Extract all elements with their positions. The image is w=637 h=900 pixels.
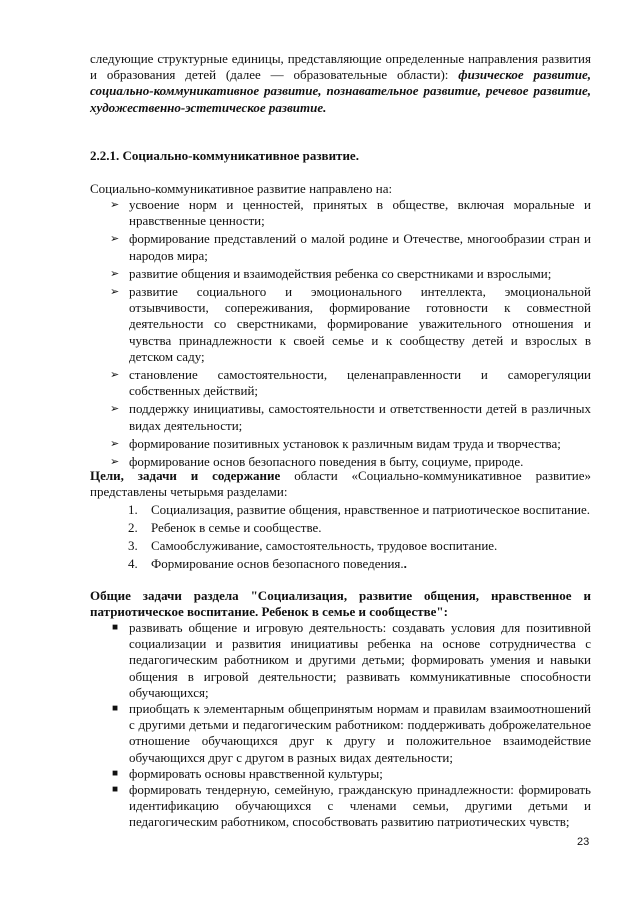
list-item: ■ приобщать к элементарным общепринятым нормам и правилам взаимоотношений с другими детьми и педагогическим работником: поддерживать доброжелательное отношение обучающихся друг к другу и положительное взаимодействие обучающихся друг с другом в разных видах деятельности;: [112, 701, 591, 765]
square-bullet-icon: ■: [112, 767, 119, 779]
arrow-bullet-icon: ➢: [110, 266, 120, 280]
numbered-item: 3. Самообслуживание, самостоятельность, трудовое воспитание.: [128, 538, 498, 553]
tasks-list: [90, 620, 591, 831]
arrow-bullet-icon: ➢: [110, 402, 120, 416]
sections-numbered-list: [90, 502, 591, 574]
arrow-bullet-icon: ➢: [110, 455, 120, 469]
goals-text: области «Социально-коммуникативное развитие» представлены четырьмя разделами:: [90, 468, 591, 500]
arrow-bullet-icon: ➢: [110, 436, 120, 450]
development-goals-list: [90, 197, 591, 472]
list-item: ➢ поддержку инициативы, самостоятельности и ответственности детей в различных видах деятельности;: [110, 401, 591, 433]
tasks-heading: Общие задачи раздела "Социализация, развитие общения, нравственное и патриотическое воспитание. Ребенок в семье и сообществе":: [90, 588, 591, 620]
arrow-bullet-icon: ➢: [110, 368, 120, 382]
list-item: ➢ усвоение норм и ценностей, принятых в обществе, включая моральные и нравственные ценности;: [110, 197, 591, 229]
arrow-bullet-icon: ➢: [110, 198, 120, 211]
goals-paragraph: [90, 468, 591, 500]
list-item: ➢ развитие общения и взаимодействия ребенка со сверстниками и взрослыми;: [110, 265, 552, 281]
intro-text: следующие структурные единицы, представляющие определенные направления развития и образования детей (далее — образовательные области):: [90, 51, 591, 83]
intro-areas-list: физическое развитие, социально-коммуникативное развитие, познавательное развитие, речевое развитие, художественно-эстетическое развитие.: [90, 67, 591, 115]
list-item: ➢ становление самостоятельности, целенаправленности и саморегуляции собственных действий;: [110, 367, 591, 399]
list-item: ➢ формирование основ безопасного поведения в быту, социуме, природе.: [110, 454, 524, 470]
numbered-item: 4. Формирование основ безопасного поведения..: [128, 556, 407, 571]
list-item: ■ формировать основы нравственной культуры;: [112, 765, 383, 781]
section-lead: Социально-коммуникативное развитие направлено на:: [90, 181, 393, 196]
list-item: ■ развивать общение и игровую деятельность: создавать условия для позитивной социализации и развития инициативы ребенка на основе сотрудничества с педагогическим работником и другими детьми; формировать умения и навыки общения в игровой деятельности; развивать коммуникативные способности обучающихся;: [112, 620, 591, 700]
square-bullet-icon: ■: [112, 703, 119, 715]
page-number: 23: [577, 836, 590, 848]
list-item: ➢ развитие социального и эмоционального интеллекта, эмоциональной отзывчивости, сопереживания, формирование готовности к совместной деятельности со сверстниками, формирование уважительного отношения и чувства принадлежности к своей семье и к сообществу детей и взрослых в детском саду;: [110, 284, 591, 364]
numbered-item: 1. Социализация, развитие общения, нравственное и патриотическое воспитание.: [128, 502, 591, 517]
numbered-item: 2. Ребенок в семье и сообществе.: [128, 520, 322, 535]
list-item: ➢ формирование представлений о малой родине и Отечестве, многообразии стран и народов мира;: [110, 231, 591, 263]
arrow-bullet-icon: ➢: [110, 232, 120, 246]
section-heading: 2.2.1. Социально-коммуникативное развитие.: [90, 148, 359, 163]
list-item: ■ формировать тендерную, семейную, гражданскую принадлежности: формировать идентификацию обучающихся с членами семьи, другими детьми и педагогическим работником, способствовать развитию патриотических чувств;: [112, 782, 591, 830]
list-item: ➢ формирование позитивных установок к различным видам труда и творчества;: [110, 435, 561, 451]
arrow-bullet-icon: ➢: [110, 285, 120, 299]
square-bullet-icon: ■: [112, 622, 119, 633]
square-bullet-icon: ■: [112, 784, 119, 796]
intro-paragraph: [90, 51, 591, 116]
goals-bold-lead: Цели, задачи и содержание: [90, 468, 281, 483]
